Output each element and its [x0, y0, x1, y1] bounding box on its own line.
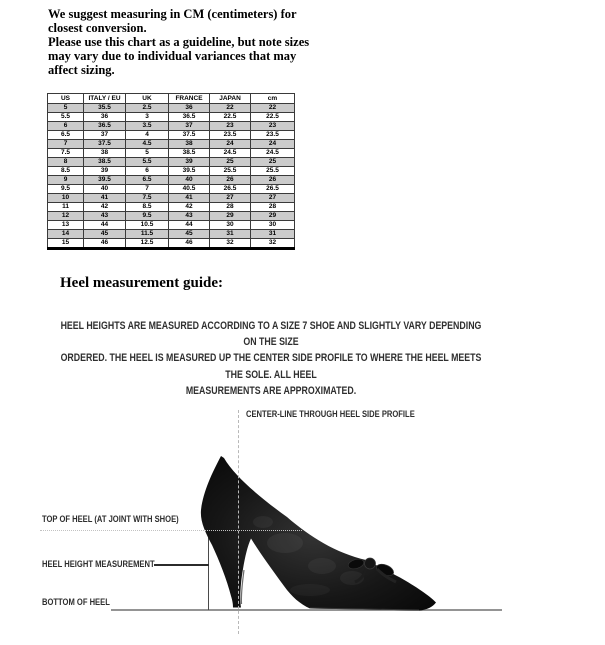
table-row	[48, 131, 295, 140]
table-cell: 9.5	[126, 212, 169, 221]
table-cell: 4	[126, 131, 169, 140]
center-line-label: CENTER-LINE THROUGH HEEL SIDE PROFILE	[246, 409, 415, 420]
table-cell: 36	[84, 113, 126, 122]
table-cell: 9	[48, 176, 84, 185]
table-cell: 11.5	[126, 230, 169, 239]
table-cell: 10	[48, 194, 84, 203]
table-cell: 5	[126, 149, 169, 158]
table-cell: 25.5	[210, 167, 251, 176]
table-cell: 35.5	[84, 104, 126, 113]
table-cell: 28	[210, 203, 251, 212]
intro-line: Please use this chart as a guideline, but note sizes	[48, 35, 310, 49]
table-cell: 27	[251, 194, 295, 203]
header-row	[48, 94, 295, 104]
table-cell: 5.5	[48, 113, 84, 122]
column-header: JAPAN	[210, 94, 251, 104]
table-cell: 42	[84, 203, 126, 212]
table-row	[48, 176, 295, 185]
table-cell: 7	[126, 185, 169, 194]
table-cell: 26.5	[251, 185, 295, 194]
table-row	[48, 149, 295, 158]
table-cell: 41	[84, 194, 126, 203]
intro-text	[48, 7, 309, 77]
column-header: UK	[126, 94, 169, 104]
bottom-of-heel-label: BOTTOM OF HEEL	[42, 597, 110, 608]
table-cell: 45	[169, 230, 210, 239]
table-row	[48, 239, 295, 249]
table-cell: 23	[251, 122, 295, 131]
table-cell: 23.5	[251, 131, 295, 140]
note-line: ORDERED. THE HEEL IS MEASURED UP THE CENTER SIDE PROFILE TO WHERE THE HEEL MEETS THE SOLE. ALL HEEL	[60, 352, 482, 381]
table-cell: 4.5	[126, 140, 169, 149]
table-cell: 42	[169, 203, 210, 212]
table-cell: 3	[126, 113, 169, 122]
table-cell: 37.5	[169, 131, 210, 140]
table-cell: 6	[126, 167, 169, 176]
table-row	[48, 185, 295, 194]
table-cell: 5	[48, 104, 84, 113]
table-cell: 6.5	[126, 176, 169, 185]
table-cell: 13	[48, 221, 84, 230]
table-cell: 2.5	[126, 104, 169, 113]
table-cell: 39	[84, 167, 126, 176]
table-cell: 36.5	[169, 113, 210, 122]
table-cell: 7.5	[48, 149, 84, 158]
note-line: MEASUREMENTS ARE APPROXIMATED.	[185, 384, 357, 397]
table-cell: 31	[251, 230, 295, 239]
table-cell: 25	[210, 158, 251, 167]
table-row	[48, 212, 295, 221]
table-cell: 39	[169, 158, 210, 167]
table-row	[48, 230, 295, 239]
table-cell: 24	[251, 140, 295, 149]
note-line: HEEL HEIGHTS ARE MEASURED ACCORDING TO A SIZE 7 SHOE AND SLIGHTLY VARY DEPENDING ON THE SIZE	[60, 320, 482, 349]
table-cell: 46	[84, 239, 126, 249]
heel-guide-note	[54, 318, 488, 399]
table-cell: 6.5	[48, 131, 84, 140]
intro-line: affect sizing.	[48, 63, 115, 77]
table-cell: 23	[210, 122, 251, 131]
table-cell: 36	[169, 104, 210, 113]
size-chart-table	[47, 93, 295, 250]
table-cell: 38.5	[169, 149, 210, 158]
table-cell: 29	[210, 212, 251, 221]
table-cell: 12.5	[126, 239, 169, 249]
table-cell: 7	[48, 140, 84, 149]
top-of-heel-label: TOP OF HEEL (AT JOINT WITH SHOE)	[42, 514, 179, 525]
table-cell: 39.5	[169, 167, 210, 176]
table-cell: 22	[210, 104, 251, 113]
table-cell: 15	[48, 239, 84, 249]
heel-height-label: HEEL HEIGHT MEASUREMENT	[42, 559, 155, 570]
table-cell: 40	[169, 176, 210, 185]
table-cell: 26	[251, 176, 295, 185]
intro-line: We suggest measuring in CM (centimeters) for	[48, 7, 297, 21]
table-row	[48, 203, 295, 212]
table-cell: 39.5	[84, 176, 126, 185]
table-cell: 5.5	[126, 158, 169, 167]
table-cell: 45	[84, 230, 126, 239]
table-row	[48, 194, 295, 203]
table-cell: 37	[84, 131, 126, 140]
table-cell: 8.5	[48, 167, 84, 176]
table-cell: 10.5	[126, 221, 169, 230]
table-cell: 38	[169, 140, 210, 149]
table-cell: 29	[251, 212, 295, 221]
table-cell: 27	[210, 194, 251, 203]
heel-guide-heading: Heel measurement guide:	[60, 275, 224, 291]
table-cell: 30	[210, 221, 251, 230]
column-header: US	[48, 94, 84, 104]
column-header: ITALY / EU	[84, 94, 126, 104]
table-cell: 44	[84, 221, 126, 230]
table-row	[48, 104, 295, 113]
table-cell: 9.5	[48, 185, 84, 194]
table-row	[48, 167, 295, 176]
table-cell: 8	[48, 158, 84, 167]
table-row	[48, 158, 295, 167]
table-cell: 3.5	[126, 122, 169, 131]
table-cell: 11	[48, 203, 84, 212]
table-cell: 23.5	[210, 131, 251, 140]
table-cell: 31	[210, 230, 251, 239]
intro-line: may vary due to individual variances that may	[48, 49, 297, 63]
table-cell: 32	[210, 239, 251, 249]
table-cell: 46	[169, 239, 210, 249]
intro-line: closest conversion.	[48, 21, 147, 35]
center-dashed-line	[238, 410, 239, 634]
table-cell: 40.5	[169, 185, 210, 194]
table-cell: 36.5	[84, 122, 126, 131]
table-cell: 24.5	[251, 149, 295, 158]
table-cell: 24	[210, 140, 251, 149]
table-cell: 24.5	[210, 149, 251, 158]
table-cell: 30	[251, 221, 295, 230]
column-header: cm	[251, 94, 295, 104]
table-cell: 22.5	[210, 113, 251, 122]
table-cell: 26	[210, 176, 251, 185]
table-cell: 37.5	[84, 140, 126, 149]
table-cell: 38	[84, 149, 126, 158]
table-cell: 26.5	[210, 185, 251, 194]
table-cell: 37	[169, 122, 210, 131]
table-cell: 40	[84, 185, 126, 194]
column-header: FRANCE	[169, 94, 210, 104]
table-cell: 8.5	[126, 203, 169, 212]
table-row	[48, 113, 295, 122]
table-cell: 22	[251, 104, 295, 113]
table-cell: 14	[48, 230, 84, 239]
table-cell: 12	[48, 212, 84, 221]
table-cell: 32	[251, 239, 295, 249]
table-row	[48, 221, 295, 230]
table-cell: 43	[84, 212, 126, 221]
table-cell: 25	[251, 158, 295, 167]
table-cell: 43	[169, 212, 210, 221]
table-cell: 41	[169, 194, 210, 203]
table-cell: 38.5	[84, 158, 126, 167]
table-cell: 44	[169, 221, 210, 230]
top-of-heel-guide-line	[40, 530, 302, 531]
table-cell: 22.5	[251, 113, 295, 122]
table-cell: 6	[48, 122, 84, 131]
table-row	[48, 122, 295, 131]
table-cell: 7.5	[126, 194, 169, 203]
table-row	[48, 140, 295, 149]
table-cell: 25.5	[251, 167, 295, 176]
table-cell: 28	[251, 203, 295, 212]
